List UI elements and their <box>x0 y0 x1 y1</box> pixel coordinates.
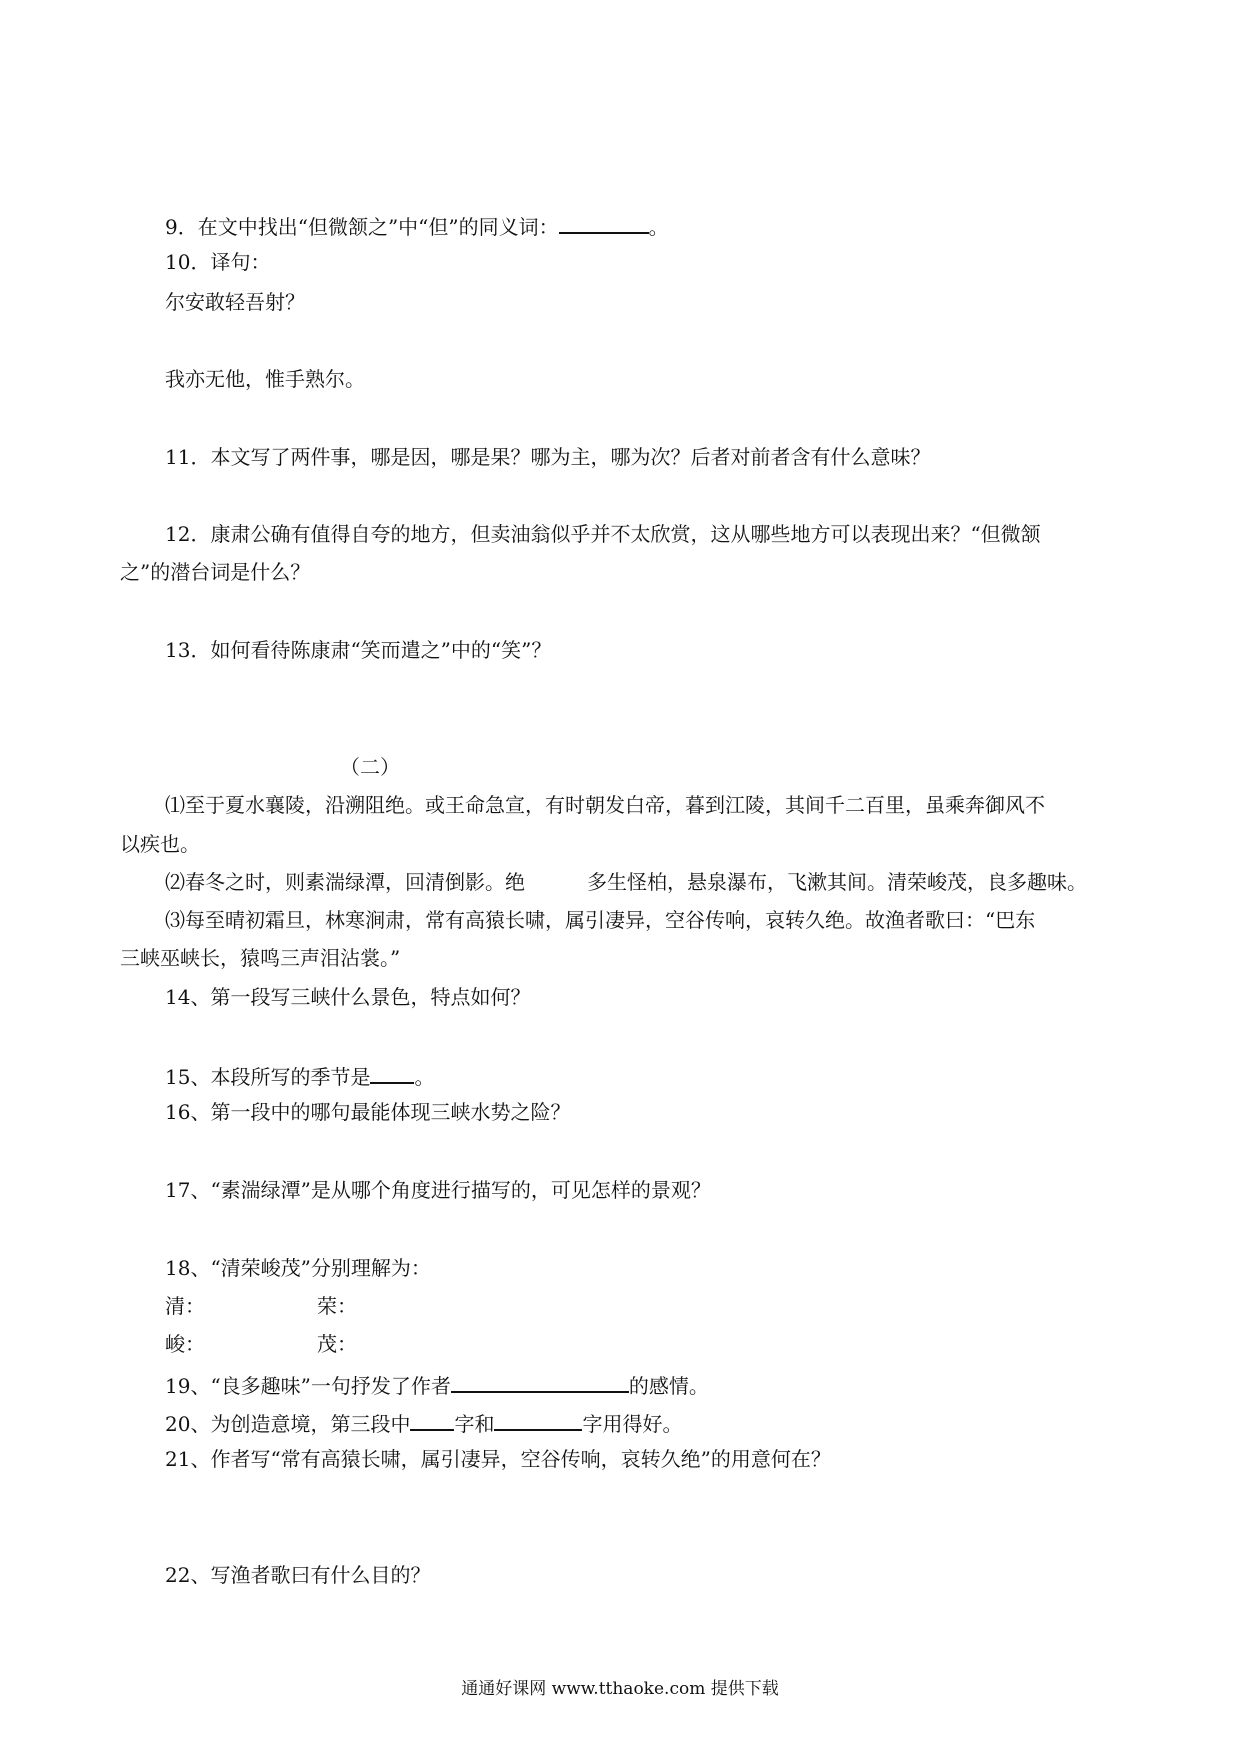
passage-paragraph-2 <box>165 870 1087 894</box>
question-19-end: 的感情。 <box>628 1374 709 1398</box>
question-12-line-1: 12．康肃公确有值得自夸的地方，但卖油翁似乎并不太欣赏，这从哪些地方可以表现出来？“但微颔 <box>165 522 1041 546</box>
question-18-qing: 清： <box>165 1294 205 1318</box>
question-15 <box>165 1062 434 1089</box>
passage-paragraph-2-part-2: 多生怪柏，悬泉瀑布，飞漱其间。清荣峻茂，良多趣味。 <box>587 870 1087 894</box>
question-12-line-2: 之”的潜台词是什么？ <box>120 560 311 584</box>
passage-paragraph-1-line-2: 以疾也。 <box>120 832 200 856</box>
question-20 <box>165 1409 682 1436</box>
translation-sentence-1: 尔安敢轻吾射？ <box>165 290 305 314</box>
question-18-rong: 荣： <box>317 1294 357 1318</box>
question-16: 16、第一段中的哪句最能体现三峡水势之险？ <box>165 1100 571 1124</box>
answer-blank[interactable] <box>451 1371 629 1393</box>
question-20-end: 字用得好。 <box>582 1412 683 1436</box>
question-20-mid: 字和 <box>454 1412 495 1436</box>
question-9-text: 9．在文中找出“但微颔之”中“但”的同义词： <box>165 215 559 239</box>
passage-paragraph-3-line-1: ⑶每至晴初霜旦，林寒涧肃，常有高猿长啸，属引凄异，空谷传响，哀转久绝。故渔者歌曰：“巴东 <box>165 908 1036 932</box>
question-9 <box>165 212 669 239</box>
answer-blank[interactable] <box>370 1062 414 1084</box>
question-19 <box>165 1371 709 1398</box>
passage-paragraph-3-line-2: 三峡巫峡长，猿鸣三声泪沾裳。” <box>120 946 401 970</box>
answer-blank[interactable] <box>410 1409 454 1431</box>
question-15-end: 。 <box>414 1065 435 1089</box>
passage-paragraph-1-line-1: ⑴至于夏水襄陵，沿溯阻绝。或王命急宣，有时朝发白帝，暮到江陵，其间千二百里，虽乘奔御风不 <box>165 793 1045 817</box>
question-14: 14、第一段写三峡什么景色，特点如何？ <box>165 985 531 1009</box>
answer-blank[interactable] <box>559 212 649 234</box>
question-11: 11．本文写了两件事，哪是因，哪是果？哪为主，哪为次？后者对前者含有什么意味？ <box>165 445 931 469</box>
question-18-jun: 峻： <box>165 1332 205 1356</box>
question-20-text: 20、为创造意境，第三段中 <box>165 1412 411 1436</box>
question-22: 22、写渔者歌曰有什么目的？ <box>165 1563 431 1587</box>
question-18-title: 18、“清荣峻茂”分别理解为： <box>165 1256 431 1280</box>
question-19-text: 19、“良多趣味”一句抒发了作者 <box>165 1374 451 1398</box>
question-9-end: 。 <box>648 215 669 239</box>
passage-paragraph-2-part-1: ⑵春冬之时，则素湍绿潭，回清倒影。绝 <box>165 870 525 894</box>
translation-sentence-2: 我亦无他，惟手熟尔。 <box>165 367 365 391</box>
section-heading: （二） <box>340 755 400 779</box>
question-17: 17、“素湍绿潭”是从哪个角度进行描写的，可见怎样的景观？ <box>165 1178 711 1202</box>
question-15-text: 15、本段所写的季节是 <box>165 1065 371 1089</box>
question-13: 13．如何看待陈康肃“笑而遣之”中的“笑”？ <box>165 638 552 662</box>
page-footer: 通通好课网 www.tthaoke.com 提供下载 <box>461 1679 779 1699</box>
answer-blank[interactable] <box>494 1409 582 1431</box>
question-10-title: 10．译句： <box>165 250 271 274</box>
question-21: 21、作者写“常有高猿长啸，属引凄异，空谷传响，哀转久绝”的用意何在？ <box>165 1447 831 1471</box>
question-18-mao: 茂： <box>317 1332 357 1356</box>
